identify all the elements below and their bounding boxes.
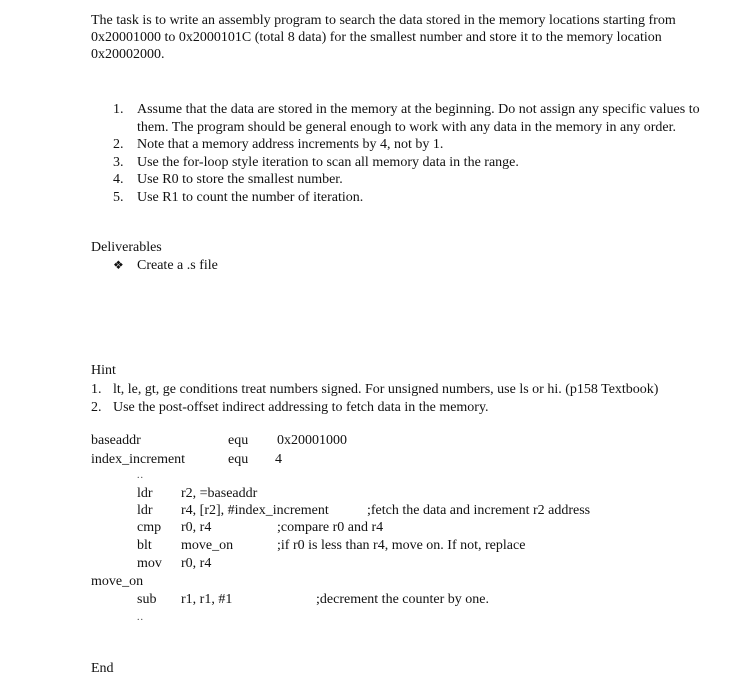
item-text: Use R0 to store the smallest number. [137,172,343,187]
item-number: 4. [113,172,124,187]
code-op: blt [137,538,152,553]
code-arg: 0x20001000 [277,433,347,448]
deliverables-heading: Deliverables [91,240,162,255]
code-op: equ [228,433,249,448]
item-number: 1. [91,382,102,397]
item-text: Use the post-offset indirect addressing to fetch data in the memory. [113,399,489,415]
item-number: 3. [113,154,124,170]
code-listing [91,0,730,693]
ellipsis: .. [137,470,144,481]
ellipsis: .. [137,612,144,623]
item-text: Assume that the data are stored in the memory at the beginning. Do not assign any specific values to them. The program should be general enough to work with any data in the memory in any order. [137,102,700,135]
item-text: Note that a memory address increments by 4, not by 1. [137,137,444,152]
deliverable-text: Create a .s file [137,258,218,273]
code-args: r2, =baseaddr [181,486,258,501]
item-number: 5. [113,189,124,205]
code-op: mov [137,556,162,571]
item-number: 1. [113,102,124,117]
code-op: cmp [137,520,162,535]
item-text: lt, le, gt, ge conditions treat numbers signed. For unsigned numbers, use ls or hi. (p158 Textbook) [113,382,659,397]
code-label: index_increment [91,452,186,467]
code-arg: 4 [275,452,282,467]
item-text: Use the for-loop style iteration to scan all memory data in the range. [137,154,519,170]
diamond-bullet-icon: ❖ [113,258,124,272]
code-comment: ;compare r0 and r4 [277,520,384,535]
code-label: baseaddr [91,433,141,448]
code-comment: ;if r0 is less than r4, move on. If not, replace [277,538,526,553]
code-op: sub [137,592,157,607]
hint-heading: Hint [91,363,116,378]
code-op: ldr [137,503,153,518]
code-args: move_on [181,538,234,553]
code-args: r4, [r2], #index_increment [181,503,329,518]
code-comment: ;fetch the data and increment r2 address [367,503,591,518]
code-comment: ;decrement the counter by one. [316,592,489,607]
end-label: End [91,661,114,676]
item-number: 2. [91,399,102,415]
code-args: r0, r4 [181,520,212,535]
item-text: Use R1 to count the number of iteration. [137,189,364,205]
task-description: The task is to write an assembly program to search the data stored in the memory locations starting from 0x20001000 to 0x2000101C (total 8 data) for the smallest number and store it to the memory location 0x20002000. [91,13,676,62]
item-number: 2. [113,137,124,152]
code-args: r1, r1, #1 [181,592,233,607]
code-label: move_on [91,574,144,589]
code-op: ldr [137,486,153,501]
code-args: r0, r4 [181,556,212,571]
code-op: equ [228,452,249,467]
